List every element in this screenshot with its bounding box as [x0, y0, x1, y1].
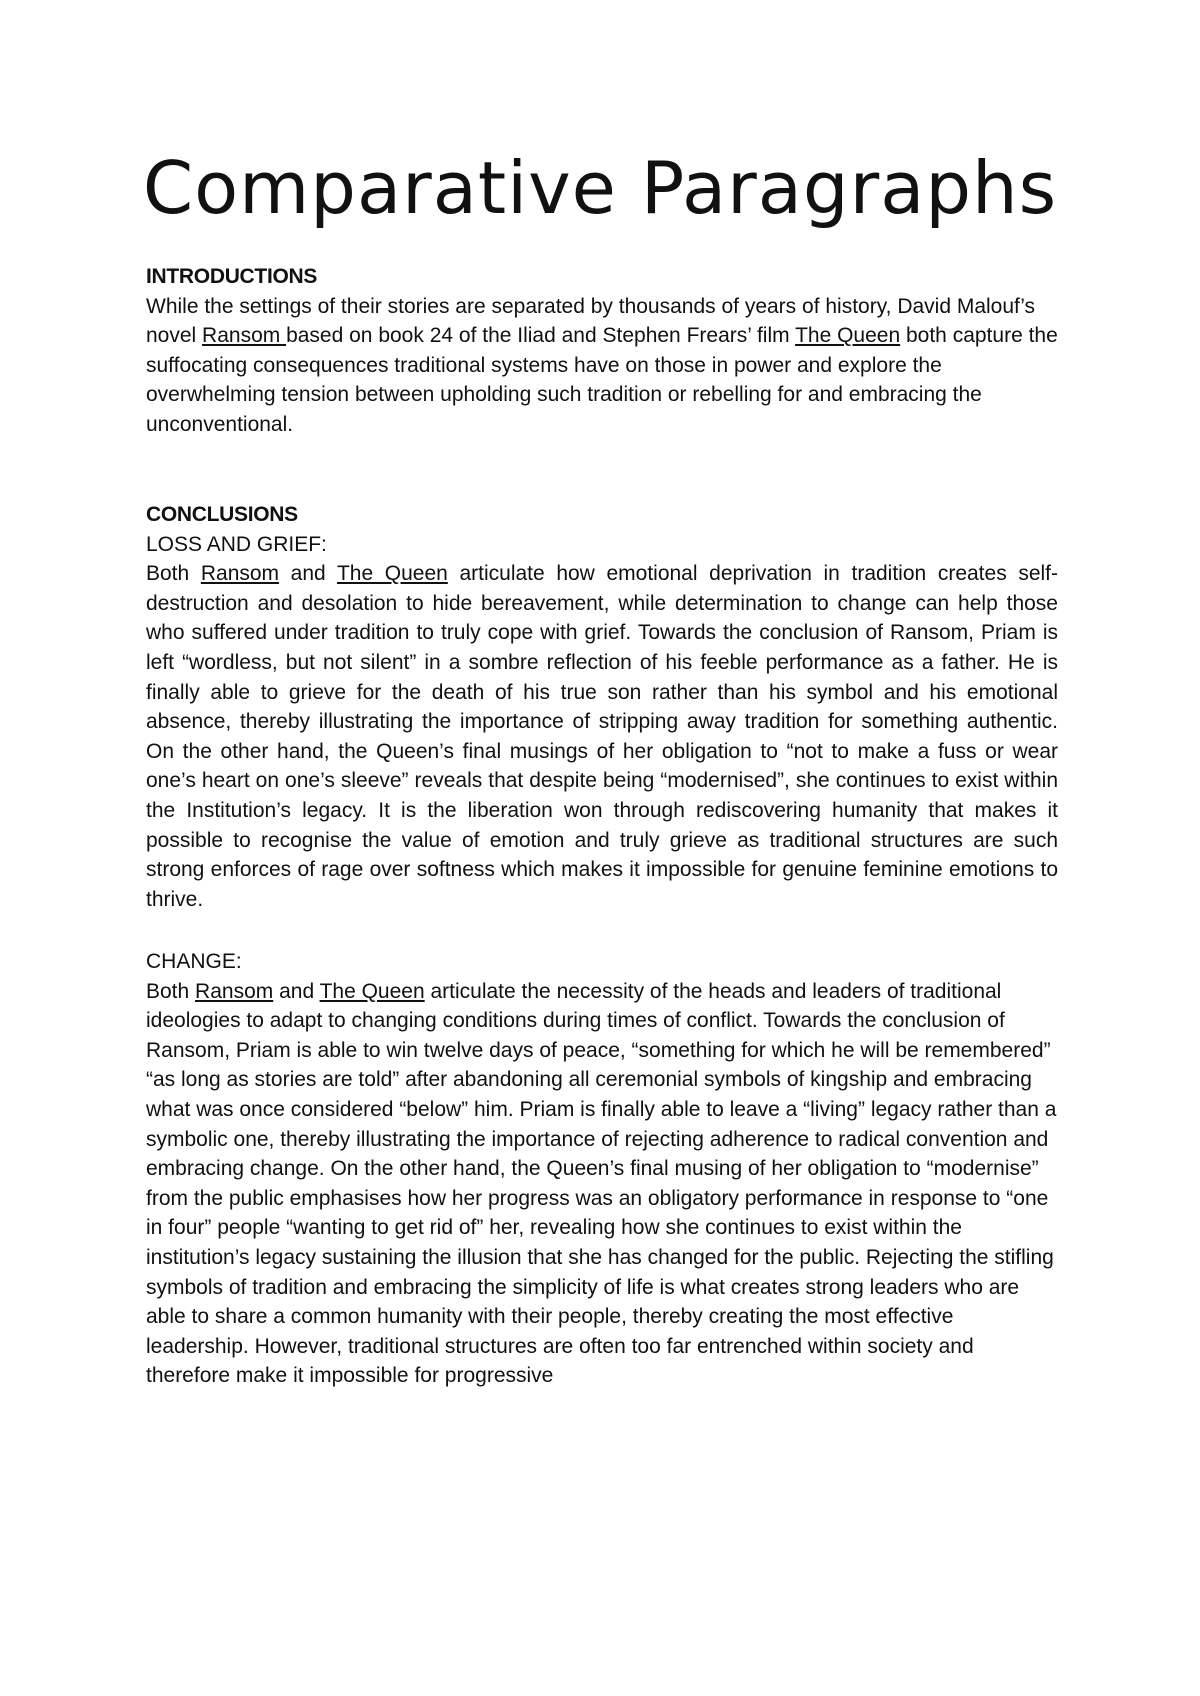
loss-text-1: Both [146, 562, 201, 586]
intro-text-3: both capture the suffocating consequences traditional systems have on those in power and explore the overwhelming tension between upholding such tradition or rebelling for and embracing the unconventional. [146, 324, 1058, 436]
loss-grief-subheading: LOSS AND GRIEF: [146, 532, 327, 556]
change-text-1: Both [146, 979, 196, 1003]
conclusions-heading: CONCLUSIONS [146, 503, 298, 526]
loss-the-queen-title: The Queen [336, 562, 448, 586]
intro-text-1: While the settings of their stories are separated by thousands of years of history, David Malouf’s novel [146, 294, 1036, 348]
loss-text-2: and [279, 562, 337, 586]
change-section [146, 947, 1058, 1391]
introductions-section [146, 262, 1058, 440]
change-text-3: articulate the necessity of the heads and leaders of traditional ideologies to adapt to changing conditions during times of conflict. Towards the conclusion of Ransom, Priam is able to win twelve days of peace, “something for which he will be remembered” “as long as stories are told” after abandoning all ceremonial symbols of kingship and embracing what was once considered “below” him. Priam is finally able to leave a “living” legacy rather than a symbolic one, thereby illustrating the importance of rejecting adherence to radical convention and embracing change. On the other hand, the Queen’s final musing of her obligation to “modernise” from the public emphasises how her progress was an obligatory performance in response to “one in four” people “wanting to get rid of” her, revealing how she continues to exist within the institution’s legacy sustaining the illusion that she has changed for the public. Rejecting the stifling symbols of tradition and embracing the simplicity of life is what creates strong leaders who are able to share a common humanity with their people, thereby creating the most effective leadership. However, traditional structures are often too far entrenched within society and therefore make it impossible for progressive [146, 979, 1057, 1388]
loss-grief-paragraph [146, 559, 1058, 914]
change-the-queen-title: The Queen [319, 979, 425, 1003]
intro-ransom-title: Ransom [202, 324, 287, 348]
introductions-heading: INTRODUCTIONS [146, 265, 318, 288]
change-paragraph [146, 977, 1058, 1391]
change-subheading: CHANGE: [146, 950, 242, 973]
page-title: Comparative Paragraphs [142, 146, 1058, 230]
loss-text-3: articulate how emotional deprivation in tradition creates self-destruction and desolation to hide bereavement, while determination to change can help those who suffered under tradition to truly cope with grief. Towards the conclusion of Ransom, Priam is left “wordless, but not silent” in a sombre reflection of his feeble performance as a father. He is finally able to grieve for the death of his true son rather than his symbol and his emotional absence, thereby illustrating the importance of stripping away tradition for something authentic. On the other hand, the Queen’s final musings of her obligation to “not to make a fuss or wear one’s heart on one’s sleeve” reveals that despite being “modernised”, she continues to exist within the Institution’s legacy. It is the liberation won through rediscovering humanity that makes it possible to recognise the value of emotion and truly grieve as traditional structures are such strong enforces of rage over softness which makes it impossible for genuine feminine emotions to thrive. [146, 562, 1058, 911]
introductions-paragraph [146, 292, 1058, 440]
intro-text-2: based on book 24 of the Iliad and Stephen Frears’ film [286, 324, 796, 348]
intro-the-queen-title: The Queen [795, 324, 901, 348]
change-ransom-title: Ransom [195, 979, 274, 1003]
change-text-2: and [273, 979, 320, 1003]
loss-ransom-title: Ransom [200, 562, 280, 586]
conclusions-section [146, 500, 1058, 914]
